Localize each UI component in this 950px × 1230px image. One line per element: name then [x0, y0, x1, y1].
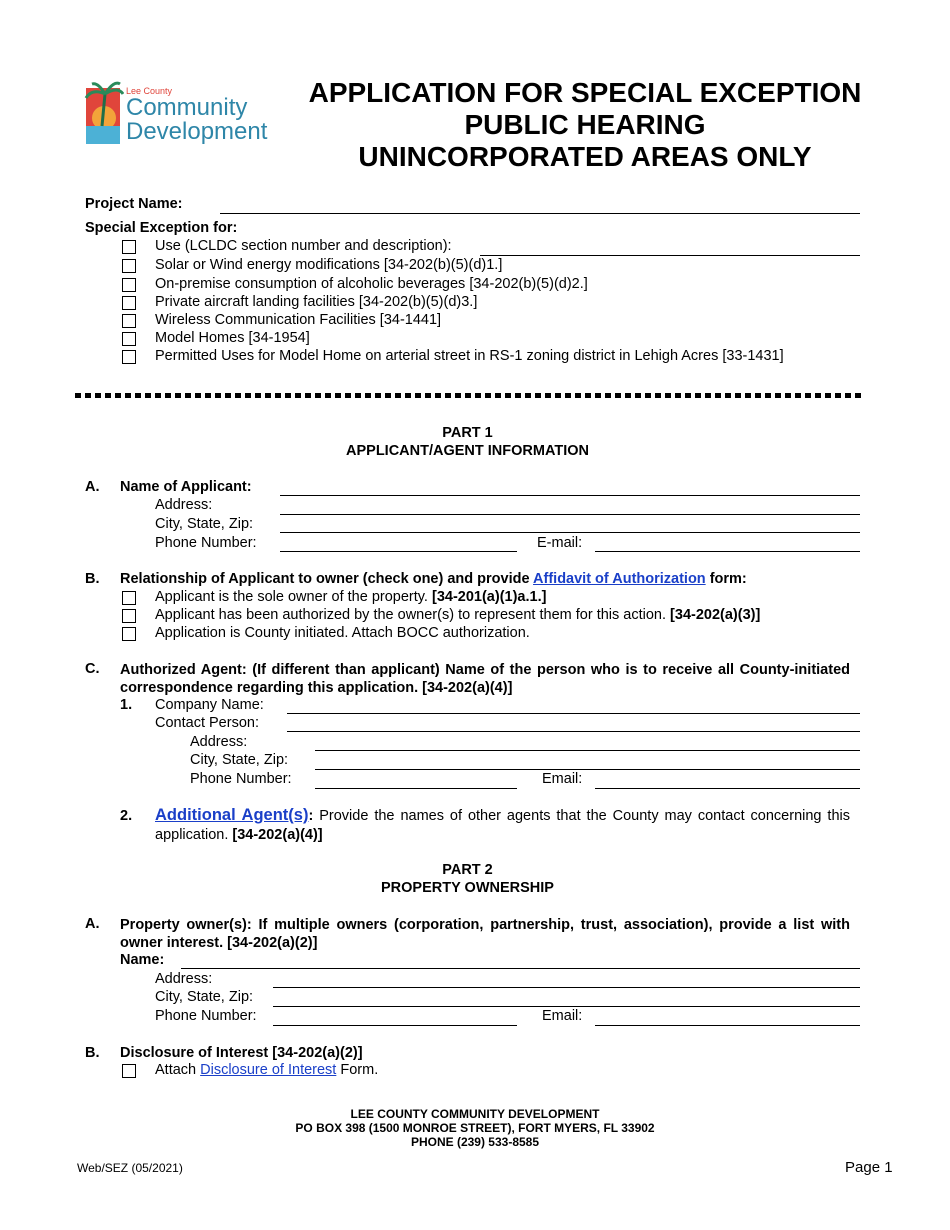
opt-county-initiated: Application is County initiated. Attach BOCC authorization.	[155, 625, 530, 641]
section-b-letter: B.	[85, 571, 100, 587]
special-exception-heading: Special Exception for:	[85, 220, 238, 236]
agent-number-1: 1.	[120, 697, 133, 713]
owner-address-label: Address:	[155, 971, 213, 987]
agent-email-label: Email:	[542, 771, 583, 787]
opt-sole-owner-text: Applicant is the sole owner of the property.	[155, 589, 432, 605]
project-name-field[interactable]	[220, 213, 860, 214]
owner-city-label: City, State, Zip:	[155, 989, 254, 1005]
company-name-label: Company Name:	[155, 697, 264, 713]
checkbox-se-alcohol[interactable]	[122, 278, 136, 292]
opt-authorized	[155, 607, 760, 623]
contact-person-label: Contact Person:	[155, 715, 259, 731]
section-c-letter: C.	[85, 661, 100, 677]
owner-email-field[interactable]	[595, 1025, 860, 1026]
part2-b-letter: B.	[85, 1045, 100, 1061]
checkbox-se-permitted-uses[interactable]	[122, 350, 136, 364]
owner-address-field[interactable]	[273, 987, 860, 988]
checkbox-sole-owner[interactable]	[122, 591, 136, 605]
owner-name-field[interactable]	[181, 968, 860, 969]
section-b-text: Relationship of Applicant to owner (check one) and provide	[120, 571, 534, 587]
disclosure-attach	[155, 1062, 378, 1078]
dashed-divider	[75, 393, 863, 398]
part2-subtitle: PROPERTY OWNERSHIP	[381, 880, 554, 896]
checkbox-county-initiated[interactable]	[122, 627, 136, 641]
title-line1: APPLICATION FOR SPECIAL EXCEPTION	[308, 77, 862, 108]
owner-phone-field[interactable]	[273, 1025, 517, 1026]
agent-city-label: City, State, Zip:	[190, 752, 289, 768]
se-item-solar: Solar or Wind energy modifications [34-202(b)(5)(d)1.]	[155, 257, 503, 273]
part1-title: PART 1	[442, 425, 493, 441]
agent-number-2: 2.	[120, 808, 133, 824]
se-use-field[interactable]	[480, 255, 860, 256]
owner-city-field[interactable]	[273, 1006, 860, 1007]
disclosure-attach-text: Attach	[155, 1062, 201, 1078]
logo-line2: Development	[126, 118, 268, 145]
company-name-field[interactable]	[287, 713, 860, 714]
owner-phone-label: Phone Number:	[155, 1008, 257, 1024]
applicant-phone-label: Phone Number:	[155, 535, 257, 551]
applicant-city-label: City, State, Zip:	[155, 516, 254, 532]
applicant-address-label: Address:	[155, 497, 213, 513]
agent-phone-field[interactable]	[315, 788, 517, 789]
property-owners-text: Property owner(s): If multiple owners (corporation, partnership, trust, association), provide a list with owner interest. [34-202(a)(2)]	[120, 917, 850, 951]
agent-phone-label: Phone Number:	[190, 771, 292, 787]
section-b-heading	[120, 571, 747, 587]
disclosure-form-text: Form.	[336, 1062, 379, 1078]
section-b-text-post: form:	[705, 571, 747, 587]
opt-authorized-text: Applicant has been authorized by the owner(s) to represent them for this action.	[155, 607, 671, 623]
opt-sole-owner-ref: [34-201(a)(1)a.1.]	[432, 589, 547, 605]
contact-person-field[interactable]	[287, 731, 860, 732]
affidavit-link[interactable]: Affidavit of Authorization	[533, 571, 706, 587]
owner-name-label: Name:	[120, 952, 165, 968]
footer-line3: PHONE (239) 533-8585	[410, 1135, 540, 1149]
checkbox-se-wireless[interactable]	[122, 314, 136, 328]
applicant-phone-field[interactable]	[280, 551, 517, 552]
checkbox-se-model-homes[interactable]	[122, 332, 136, 346]
additional-agents-text: Provide the names of other agents that the County may contact concerning this application.	[155, 808, 850, 843]
part1-subtitle: APPLICANT/AGENT INFORMATION	[346, 443, 589, 459]
se-item-alcohol: On-premise consumption of alcoholic beverages [34-202(b)(5)(d)2.]	[155, 276, 588, 292]
owner-email-label: Email:	[542, 1008, 583, 1024]
checkbox-se-use[interactable]	[122, 240, 136, 254]
additional-agents	[155, 806, 850, 845]
form-code: Web/SEZ (05/2021)	[77, 1161, 183, 1175]
agent-city-field[interactable]	[315, 769, 860, 770]
part2-title: PART 2	[442, 862, 493, 878]
applicant-name-label: Name of Applicant:	[120, 479, 252, 495]
footer-line2: PO BOX 398 (1500 MONROE STREET), FORT MYERS, FL 33902	[295, 1121, 655, 1135]
applicant-email-field[interactable]	[595, 551, 860, 552]
se-item-model-homes: Model Homes [34-1954]	[155, 330, 310, 346]
agent-address-label: Address:	[190, 734, 248, 750]
applicant-email-label: E-mail:	[537, 535, 583, 551]
applicant-city-field[interactable]	[280, 532, 860, 533]
logo	[84, 78, 284, 150]
additional-agents-colon: :	[308, 808, 314, 824]
agent-address-field[interactable]	[315, 750, 860, 751]
title-line2: PUBLIC HEARING	[464, 109, 706, 140]
disclosure-heading: Disclosure of Interest [34-202(a)(2)]	[120, 1045, 363, 1061]
opt-authorized-ref: [34-202(a)(3)]	[670, 607, 761, 623]
disclosure-link[interactable]: Disclosure of Interest	[200, 1062, 337, 1078]
agent-email-field[interactable]	[595, 788, 860, 789]
checkbox-se-solar[interactable]	[122, 259, 136, 273]
page-number: Page 1	[845, 1159, 893, 1176]
se-item-use: Use (LCLDC section number and description):	[155, 238, 452, 254]
opt-sole-owner	[155, 589, 546, 605]
section-c-text: Authorized Agent: (If different than applicant) Name of the person who is to receive all County-initiated correspondence regarding this application. [34-202(a)(4)]	[120, 662, 850, 696]
additional-agents-link[interactable]: Additional Agent(s)	[155, 806, 309, 824]
section-a-letter: A.	[85, 479, 100, 495]
part2-a-letter: A.	[85, 916, 100, 932]
logo-line1: Community	[126, 94, 248, 121]
palm-sun-logo-icon	[84, 80, 124, 146]
footer-line1: LEE COUNTY COMMUNITY DEVELOPMENT	[350, 1107, 600, 1121]
logo-county: Lee County	[126, 86, 173, 96]
se-item-aircraft: Private aircraft landing facilities [34-202(b)(5)(d)3.]	[155, 294, 478, 310]
se-item-wireless: Wireless Communication Facilities [34-1441]	[155, 312, 442, 328]
checkbox-se-aircraft[interactable]	[122, 296, 136, 310]
checkbox-authorized[interactable]	[122, 609, 136, 623]
applicant-address-field[interactable]	[280, 514, 860, 515]
se-item-permitted-uses: Permitted Uses for Model Home on arterial street in RS-1 zoning district in Lehigh Acres [33-1431]	[155, 348, 784, 364]
checkbox-disclosure[interactable]	[122, 1064, 136, 1078]
title-line3: UNINCORPORATED AREAS ONLY	[358, 141, 812, 172]
additional-agents-ref: [34-202(a)(4)]	[232, 827, 323, 843]
applicant-name-field[interactable]	[280, 495, 860, 496]
project-name-label: Project Name:	[85, 196, 183, 212]
